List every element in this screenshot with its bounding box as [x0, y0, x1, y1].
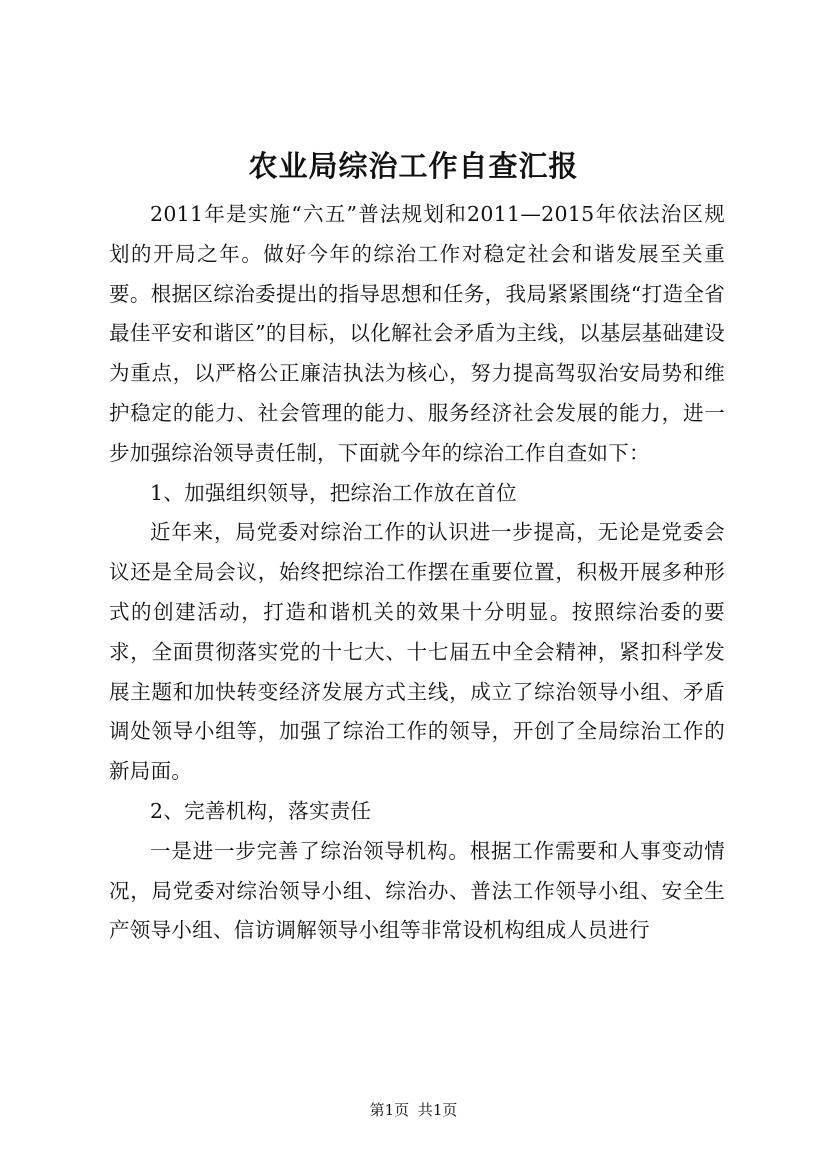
document-title: 农业局综治工作自查汇报 — [248, 149, 579, 183]
page-footer — [0, 1100, 827, 1120]
page-total: 共1页 — [417, 1101, 458, 1119]
section-heading-1: 1、加强组织领导，把综治工作放在首位 — [150, 480, 517, 505]
section-heading-2: 2、完善机构，落实责任 — [150, 798, 372, 823]
page-number: 第1页 — [369, 1101, 410, 1119]
paragraph-intro: 2011年是实施“六五”普法规划和2011—2015年依法治区规划的开局之年。做好今年的综治工作对稳定社会和谐发展至关重要。根据区综治委提出的指导思想和任务，我局紧紧围绕“打造全省最佳平安和谐区”的目标，以化解社会矛盾为主线，以基层基础建设为重点，以严格公正廉洁执法为核心，努力提高驾驭治安局势和维护稳定的能力、社会管理的能力、服务经济社会发展的能力，进一步加强综治领导责任制，下面就今年的综治工作自查如下： — [109, 202, 725, 465]
paragraph-section-1: 近年来，局党委对综治工作的认识进一步提高，无论是党委会议还是全局会议，始终把综治工作摆在重要位置，积极开展多种形式的创建活动，打造和谐机关的效果十分明显。按照综治委的要求，全面贯彻落实党的十七大、十七届五中全会精神，紧扣科学发展主题和加快转变经济发展方式主线，成立了综治领导小组、矛盾调处领导小组等，加强了综治工作的领导，开创了全局综治工作的新局面。 — [109, 520, 725, 784]
paragraph-section-2: 一是进一步完善了综治领导机构。根据工作需要和人事变动情况，局党委对综治领导小组、综治办、普法工作领导小组、安全生产领导小组、信访调解领导小组等非常设机构组成人员进行 — [109, 838, 725, 943]
document-body — [109, 195, 725, 951]
